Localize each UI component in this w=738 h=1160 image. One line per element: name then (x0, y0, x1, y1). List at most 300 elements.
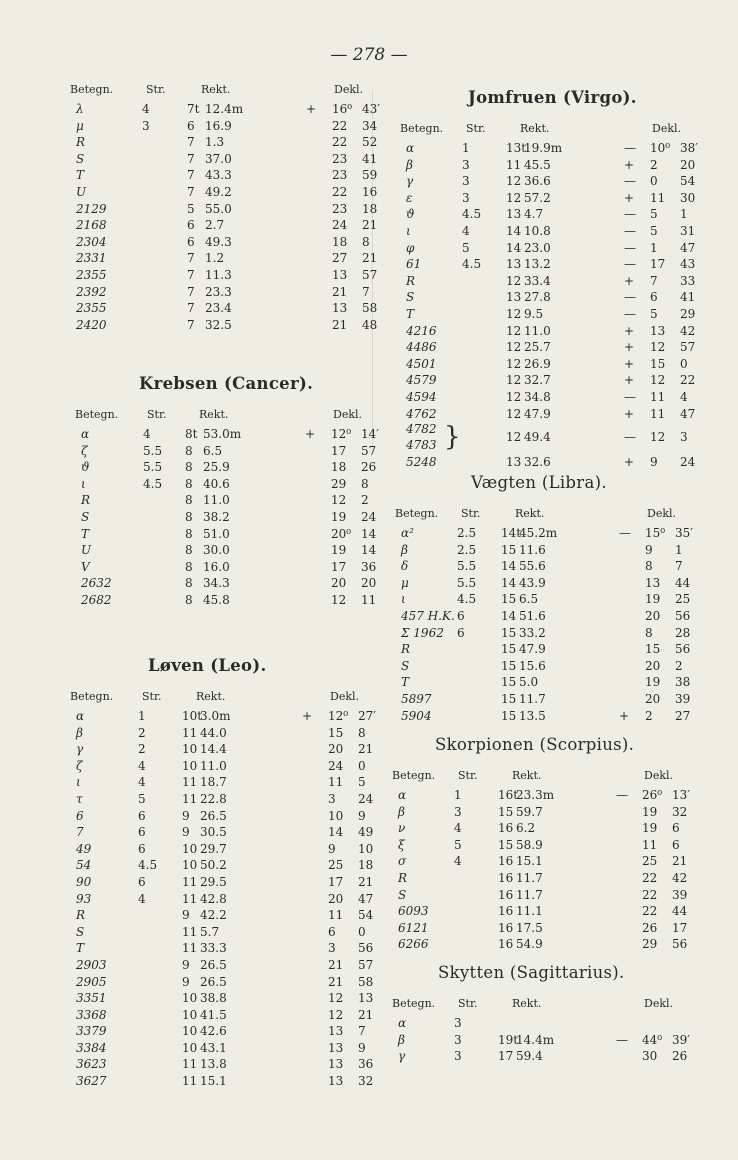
table-row (392, 887, 702, 904)
ra-minutes-cell: 6.5 (203, 443, 223, 458)
magnitude-cell: 6 (138, 841, 146, 856)
dec-minutes-cell: 32 (672, 804, 688, 819)
ra-minutes-cell: 51.0 (203, 526, 230, 541)
ra-minutes-cell: 40.6 (203, 476, 230, 491)
ra-minutes-cell: 9.5 (524, 306, 544, 321)
column-header-str: Str. (458, 997, 478, 1010)
designation-cell: 2129 (76, 201, 107, 216)
table-header (395, 507, 705, 523)
ra-minutes-cell: 15.1 (200, 1074, 227, 1089)
designation-cell: S (398, 887, 407, 902)
table-row (400, 389, 700, 406)
magnitude-cell: 4.5 (462, 257, 482, 272)
ra-hours-cell: 14 (501, 608, 517, 623)
dec-sign-cell: — (624, 306, 636, 321)
table-row (75, 592, 375, 609)
table-row (70, 217, 378, 234)
ra-minutes-cell: 54.9 (516, 937, 543, 952)
dec-degrees-cell: 7 (650, 273, 658, 288)
ra-hours-cell: 16 (498, 904, 514, 919)
dec-minutes-cell: 29 (680, 306, 696, 321)
column-header-dekl: Dekl. (334, 83, 364, 96)
dec-degrees-cell: 12 (328, 991, 344, 1006)
ra-hours-cell: 7 (187, 317, 195, 332)
table-row (70, 791, 374, 808)
column-header-dekl: Dekl. (644, 769, 674, 782)
dec-minutes-cell: 49 (358, 825, 374, 840)
ra-minutes-cell: 16.9 (205, 118, 232, 133)
ra-minutes-cell: 36.6 (524, 174, 551, 189)
table-row (392, 1015, 702, 1032)
dec-minutes-cell: 48 (362, 317, 378, 332)
ra-minutes-cell: 57.2 (524, 190, 551, 205)
section-title: Vægten (Libra). (471, 473, 607, 492)
magnitude-cell: 4 (454, 821, 462, 836)
designation-cell: ι (401, 592, 406, 607)
table-header (392, 769, 702, 785)
designation-cell: 4216 (406, 323, 437, 338)
table-row (70, 101, 380, 118)
ra-hours-cell: 9 (182, 908, 190, 923)
dec-minutes-cell: 47 (358, 891, 374, 906)
ra-minutes-cell: 23.3 (205, 284, 232, 299)
designation-cell: 90 (76, 874, 92, 889)
dec-degrees-cell: 13 (645, 575, 661, 590)
ra-minutes-cell: 33.3 (200, 941, 227, 956)
dec-degrees-cell: 11 (328, 775, 344, 790)
ra-hours-cell: 15 (501, 675, 517, 690)
designation-cell: 6266 (398, 937, 429, 952)
table-row (395, 525, 705, 542)
dec-degrees-cell: 5 (650, 223, 658, 238)
ra-hours-cell: 7 (187, 267, 195, 282)
dec-degrees-cell: 13 (328, 1040, 344, 1055)
dec-minutes-cell: 30 (680, 190, 696, 205)
ra-hours-cell: 8 (185, 526, 193, 541)
column-header-rekt: Rekt. (520, 122, 550, 135)
ra-hours-cell: 11 (182, 1074, 198, 1089)
dec-degrees-cell: 12 (650, 340, 666, 355)
section-sagittarius (392, 963, 702, 1073)
ra-minutes-cell: 17.5 (516, 920, 543, 935)
dec-minutes-cell: 14 (361, 526, 377, 541)
magnitude-cell: 5 (454, 837, 462, 852)
table-row (70, 841, 374, 858)
dec-minutes-cell: 26 (361, 460, 377, 475)
ra-minutes-cell: 58.9 (516, 837, 543, 852)
designation-cell: 2392 (76, 284, 107, 299)
ra-hours-cell: 12 (506, 323, 522, 338)
ra-minutes-cell: 43.3 (205, 168, 232, 183)
ra-hours-cell: 9 (182, 825, 190, 840)
ra-minutes-cell: 22.8 (200, 791, 227, 806)
ra-minutes-cell: 15.6 (519, 658, 546, 673)
designation-cell: ι (81, 476, 86, 491)
designation-cell: 4486 (406, 340, 437, 355)
table-row (70, 857, 374, 874)
ra-minutes-cell: 25.7 (524, 340, 551, 355)
table-header (75, 408, 375, 424)
dec-sign-cell: — (616, 1032, 628, 1047)
dec-minutes-cell: 16 (362, 184, 378, 199)
designation-cell: T (401, 675, 410, 690)
dec-minutes-cell: 54 (358, 908, 374, 923)
dec-minutes-cell: 56 (675, 608, 691, 623)
dec-minutes-cell: 8 (362, 234, 370, 249)
ra-minutes-cell: 47.9 (519, 642, 546, 657)
brace-glyph: } (444, 422, 461, 453)
dec-degrees-cell: 15 (328, 725, 344, 740)
ra-hours-cell: 10 (182, 991, 198, 1006)
designation-cell: α (398, 788, 407, 802)
ra-minutes-cell: 11.6 (519, 542, 546, 557)
table-row (70, 201, 378, 218)
dec-degrees-cell: 26⁰ (642, 788, 663, 802)
section-title: Jomfruen (Virgo). (468, 88, 637, 107)
table-row (400, 306, 700, 323)
dec-degrees-cell: 11 (328, 908, 344, 923)
table-row (70, 1040, 370, 1057)
table-row (400, 372, 700, 389)
ra-hours-cell: 17 (498, 1049, 514, 1064)
ra-hours-cell: 7 (187, 151, 195, 166)
column-header-str: Str. (458, 769, 478, 782)
dec-sign-cell: — (624, 430, 636, 445)
ra-hours-cell: 12 (506, 373, 522, 388)
magnitude-cell: 4 (143, 427, 151, 441)
ra-minutes-cell: 30.5 (200, 825, 227, 840)
dec-degrees-cell: 20⁰ (331, 526, 352, 541)
magnitude-cell: 4.5 (143, 476, 163, 491)
dec-minutes-cell: 25 (675, 592, 691, 607)
dec-minutes-cell: 42 (672, 870, 688, 885)
dec-minutes-cell: 9 (358, 1040, 366, 1055)
designation-cell: 5897 (401, 691, 432, 706)
designation-cell: α (398, 1016, 407, 1030)
designation-cell: U (81, 543, 92, 558)
dec-minutes-cell: 24 (358, 791, 374, 806)
ra-minutes-cell: 13.8 (200, 1057, 227, 1072)
designation-cell: 2905 (76, 974, 107, 989)
ra-minutes-cell: 11.0 (200, 758, 227, 773)
designation-cell: T (406, 306, 415, 321)
ra-hours-cell: 11 (182, 891, 198, 906)
designation-cell: R (81, 493, 91, 508)
table-row (70, 1007, 374, 1024)
dec-degrees-cell: 19 (642, 821, 658, 836)
dec-minutes-cell: 57 (361, 443, 377, 458)
ra-minutes-cell: 30.0 (203, 543, 230, 558)
dec-degrees-cell: 12 (328, 1007, 344, 1022)
dec-sign-cell: — (624, 207, 636, 222)
dec-minutes-cell: 56 (358, 941, 374, 956)
ra-minutes-cell: 13.2 (524, 257, 551, 272)
dec-degrees-cell: 6 (650, 290, 658, 305)
table-row (70, 824, 374, 841)
dec-minutes-cell: 13′ (672, 788, 690, 802)
magnitude-cell: 6 (138, 808, 146, 823)
designation-cell: 2355 (76, 267, 107, 282)
designation-cell: 4762 (406, 406, 437, 421)
dec-minutes-cell: 57 (358, 957, 374, 972)
dec-minutes-cell: 7 (358, 1024, 366, 1039)
dec-minutes-cell: 57 (362, 267, 378, 282)
ra-minutes-cell: 25.9 (203, 460, 230, 475)
table-row (400, 223, 700, 240)
dec-minutes-cell: 7 (362, 284, 370, 299)
ra-hours-cell: 7 (187, 301, 195, 316)
ra-minutes-cell: 12.4m (205, 102, 244, 116)
dec-minutes-cell: 38′ (680, 141, 698, 155)
ra-hours-cell: 15 (501, 592, 517, 607)
ra-minutes-cell: 49.4 (524, 430, 551, 445)
table-row (75, 509, 375, 526)
dec-minutes-cell: 41 (680, 290, 696, 305)
designation-cell: δ (401, 559, 409, 574)
ra-hours-cell: 11 (182, 1057, 198, 1072)
ra-minutes-cell: 6.2 (516, 821, 536, 836)
ra-minutes-cell: 1.3 (205, 135, 225, 150)
table-row (400, 190, 700, 207)
dec-degrees-cell: 12 (331, 493, 347, 508)
dec-sign-cell: + (624, 157, 635, 172)
ra-minutes-cell: 50.2 (200, 858, 227, 873)
designation-cell: 3368 (76, 1007, 107, 1022)
ra-minutes-cell: 55.0 (205, 201, 232, 216)
dec-degrees-cell: 13 (332, 301, 348, 316)
ra-hours-cell: 19t (498, 1032, 519, 1047)
dec-degrees-cell: 21 (332, 317, 348, 332)
dec-degrees-cell: 13 (328, 1024, 344, 1039)
table-header (400, 122, 700, 138)
table-row (400, 339, 700, 356)
designation-cell: S (76, 924, 85, 939)
dec-minutes-cell: 57 (680, 340, 696, 355)
ra-minutes-cell: 6.5 (519, 592, 539, 607)
magnitude-cell: 3 (454, 804, 462, 819)
dec-degrees-cell: 21 (328, 957, 344, 972)
ra-hours-cell: 8 (185, 576, 193, 591)
designation-cell: 54 (76, 858, 92, 873)
dec-degrees-cell: 13 (332, 267, 348, 282)
ra-minutes-cell: 32.6 (524, 455, 551, 470)
magnitude-cell: 3 (462, 174, 470, 189)
designation-cell: ζ (81, 443, 88, 458)
table-row (400, 256, 700, 273)
dec-degrees-cell: 20 (645, 691, 661, 706)
table-row (70, 874, 374, 891)
designation-cell: τ (76, 791, 83, 806)
table-row (395, 591, 705, 608)
dec-degrees-cell: 9 (650, 455, 658, 470)
table-row (70, 974, 374, 991)
dec-degrees-cell: 44⁰ (642, 1032, 663, 1047)
ra-hours-cell: 12 (506, 340, 522, 355)
column-header-betegn: Betegn. (392, 769, 436, 782)
ra-minutes-cell: 55.6 (519, 559, 546, 574)
dec-minutes-cell: 18 (358, 858, 374, 873)
dec-minutes-cell: 17 (672, 920, 688, 935)
ra-hours-cell: 16 (498, 887, 514, 902)
dec-degrees-cell: 11 (642, 837, 658, 852)
dec-minutes-cell: 47 (680, 406, 696, 421)
dec-minutes-cell: 31 (680, 223, 696, 238)
ra-minutes-cell: 11.0 (524, 323, 551, 338)
table-row (70, 990, 374, 1007)
ra-minutes-cell: 29.5 (200, 874, 227, 889)
ra-minutes-cell: 37.0 (205, 151, 232, 166)
dec-degrees-cell: 2 (650, 157, 658, 172)
dec-degrees-cell: 20 (328, 891, 344, 906)
table-row (395, 625, 705, 642)
dec-minutes-cell: 26 (672, 1049, 688, 1064)
designation-cell: 4501 (406, 356, 437, 371)
ra-minutes-cell: 33.4 (524, 273, 551, 288)
dec-minutes-cell: 18 (362, 201, 378, 216)
ra-hours-cell: 11 (182, 924, 198, 939)
table-row (70, 708, 376, 725)
dec-degrees-cell: 2 (645, 708, 653, 723)
ra-hours-cell: 7 (187, 135, 195, 150)
designation-cell: R (406, 273, 416, 288)
table-row (75, 542, 375, 559)
ra-hours-cell: 14 (506, 223, 522, 238)
dec-sign-cell: + (302, 709, 313, 723)
dec-minutes-cell: 59 (362, 168, 378, 183)
ra-hours-cell: 7t (187, 102, 200, 116)
designation-cell: 7 (76, 825, 84, 840)
designation-cell: U (76, 184, 87, 199)
magnitude-cell: 5.5 (143, 460, 163, 475)
dec-degrees-cell: 0 (650, 174, 658, 189)
ra-hours-cell: 15 (498, 837, 514, 852)
ra-minutes-cell: 43.9 (519, 575, 546, 590)
ra-minutes-cell: 5.0 (519, 675, 539, 690)
table-row (400, 356, 700, 373)
table-row (70, 1023, 370, 1040)
ra-hours-cell: 11 (182, 874, 198, 889)
table-row (70, 957, 374, 974)
column-header-str: Str. (146, 83, 166, 96)
table-row (70, 741, 374, 758)
designation-cell: μ (401, 575, 409, 590)
ra-hours-cell: 11 (182, 941, 198, 956)
ra-hours-cell: 7 (187, 251, 195, 266)
designation-cell-2: 4783 (406, 438, 437, 453)
ra-hours-cell: 10 (182, 858, 198, 873)
ra-minutes-cell: 49.3 (205, 234, 232, 249)
designation-cell: ϑ (406, 207, 415, 222)
designation-cell: 2168 (76, 218, 107, 233)
ra-hours-cell: 10 (182, 742, 198, 757)
dec-minutes-cell: 4 (680, 389, 688, 404)
ra-hours-cell: 15 (501, 625, 517, 640)
ra-minutes-cell: 32.7 (524, 373, 551, 388)
table-row (395, 691, 705, 708)
designation-cell: ν (398, 821, 406, 836)
dec-degrees-cell: 19 (642, 804, 658, 819)
ra-hours-cell: 10 (182, 841, 198, 856)
ra-hours-cell: 9 (182, 974, 190, 989)
dec-minutes-cell: 21 (362, 218, 378, 233)
ra-minutes-cell: 51.6 (519, 608, 546, 623)
table-row (392, 903, 702, 920)
dec-degrees-cell: 23 (332, 168, 348, 183)
table-row (75, 575, 375, 592)
dec-minutes-cell: 43 (680, 257, 696, 272)
column-header-betegn: Betegn. (70, 690, 114, 703)
table-row (75, 492, 375, 509)
designation-cell: T (76, 168, 85, 183)
ra-hours-cell: 16 (498, 937, 514, 952)
dec-degrees-cell: 22 (642, 870, 658, 885)
dec-degrees-cell: 19 (645, 592, 661, 607)
ra-hours-cell: 12 (506, 273, 522, 288)
designation-cell: 3384 (76, 1040, 107, 1055)
dec-degrees-cell: 22 (642, 904, 658, 919)
dec-sign-cell: + (619, 708, 630, 723)
dec-sign-cell: — (624, 257, 636, 272)
dec-minutes-cell: 20 (680, 157, 696, 172)
dec-minutes-cell: 41 (362, 151, 378, 166)
dec-degrees-cell: 22 (332, 118, 348, 133)
table-row (70, 184, 378, 201)
column-header-str: Str. (466, 122, 486, 135)
table-row (70, 907, 374, 924)
column-header-dekl: Dekl. (647, 507, 677, 520)
magnitude-cell: 6 (138, 825, 146, 840)
magnitude-cell: 6 (457, 608, 465, 623)
column-header-dekl: Dekl. (333, 408, 363, 421)
dec-degrees-cell: 20 (645, 658, 661, 673)
ra-hours-cell: 6 (187, 234, 195, 249)
table-row (395, 674, 705, 691)
dec-minutes-cell: 21 (672, 854, 688, 869)
dec-minutes-cell: 14′ (361, 427, 379, 441)
dec-minutes-cell: 36 (361, 559, 377, 574)
dec-minutes-cell: 58 (362, 301, 378, 316)
ra-minutes-cell: 42.2 (200, 908, 227, 923)
ra-minutes-cell: 10.8 (524, 223, 551, 238)
table-row (70, 234, 370, 251)
ra-hours-cell: 8 (185, 543, 193, 558)
dec-degrees-cell: 20 (645, 608, 661, 623)
ra-hours-cell: 15 (498, 804, 514, 819)
table-row (70, 267, 378, 284)
dec-minutes-cell: 58 (358, 974, 374, 989)
designation-cell: 2304 (76, 234, 107, 249)
ra-hours-cell: 12 (506, 356, 522, 371)
dec-minutes-cell: 39 (672, 887, 688, 902)
ra-minutes-cell: 15.1 (516, 854, 543, 869)
dec-degrees-cell: 23 (332, 151, 348, 166)
dec-degrees-cell: 20 (331, 576, 347, 591)
magnitude-cell: 5.5 (457, 575, 477, 590)
dec-minutes-cell: 38 (675, 675, 691, 690)
ra-hours-cell: 8 (185, 559, 193, 574)
ra-minutes-cell: 45.5 (524, 157, 551, 172)
ra-hours-cell: 15 (501, 642, 517, 657)
dec-degrees-cell: 15 (650, 356, 666, 371)
magnitude-cell: 4 (138, 891, 146, 906)
ra-minutes-cell: 33.2 (519, 625, 546, 640)
table-row (70, 758, 370, 775)
ra-hours-cell: 15 (501, 691, 517, 706)
ra-minutes-cell: 45.2m (519, 526, 558, 540)
dec-degrees-cell: 29 (331, 476, 347, 491)
magnitude-cell: 4 (138, 758, 146, 773)
dec-minutes-cell: 52 (362, 135, 378, 150)
